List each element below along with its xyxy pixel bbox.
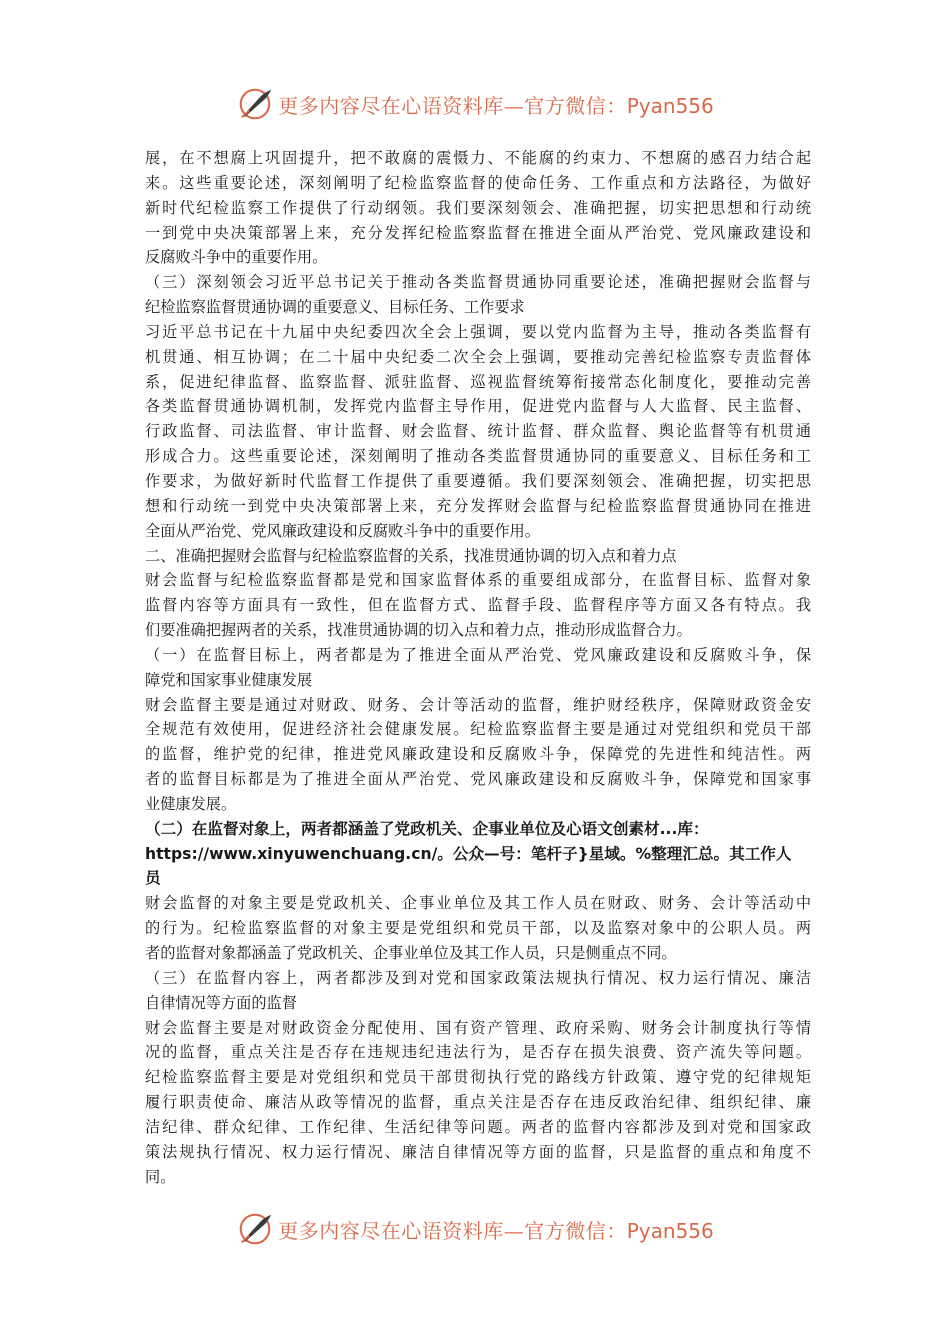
header-watermark: [0, 82, 950, 126]
text-line: 反腐败斗争中的重要作用。: [145, 248, 328, 267]
text-line: 行政监督、司法监督、审计监督、财会监督、统计监督、群众监督、舆论监督等有机贯通: [145, 422, 811, 441]
text-line: （三）深刻领会习近平总书记关于推动各类监督贯通协同重要论述，准确把握财会监督与: [145, 273, 811, 292]
text-line: 们要准确把握两者的关系，找准贯通协调的切入点和着力点，推动形成监督合力。: [145, 621, 692, 640]
footer-watermark: [0, 1207, 950, 1251]
text-line: 一到党中央决策部署上来，充分发挥纪检监察监督在推进全面从严治党、党风廉政建设和: [145, 223, 811, 242]
text-line: 履行职责使命、廉洁从政等情况的监督，重点关注是否存在违反政治纪律、组织纪律、廉: [145, 1093, 811, 1112]
text-line: 财会监督主要是对财政资金分配使用、国有资产管理、政府采购、财务会计制度执行等情: [145, 1018, 811, 1037]
text-line: （三）在监督内容上，两者都涉及到对党和国家政策法规执行情况、权力运行情况、廉洁: [145, 968, 811, 987]
document-body: [145, 146, 811, 1189]
text-line: 纪检监察监督主要是对党组织和党员干部贯彻执行党的路线方针政策、遵守党的纪律规矩: [145, 1068, 811, 1087]
text-line: 者的监督对象都涵盖了党政机关、企事业单位及其工作人员，只是侧重点不同。: [145, 944, 677, 962]
watermark-text: 更多内容尽在心语资料库—官方微信：Pyan556: [278, 93, 714, 118]
text-line: 况的监督，重点关注是否存在违规违纪违法行为，是否存在损失浪费、资产流失等问题。: [145, 1043, 811, 1062]
text-line: 监督内容等方面具有一致性，但在监督方式、监督手段、监督程序等方面又各有特点。我: [145, 596, 811, 615]
text-line: 全规范有效使用，促进经济社会健康发展。纪检监察监督主要是通过对党组织和党员干部: [145, 720, 811, 739]
bold-heading-line: 员: [145, 869, 161, 888]
text-line: 财会监督的对象主要是党政机关、企事业单位及其工作人员在财政、财务、会计等活动中: [145, 894, 811, 913]
text-line: 者的监督目标都是为了推进全面从严治党、党风廉政建设和反腐败斗争，保障党和国家事: [145, 770, 811, 789]
text-line: 展，在不想腐上巩固提升，把不敢腐的震慑力、不能腐的约束力、不想腐的感召力结合起: [145, 149, 811, 167]
text-line: 的行为。纪检监察监督的对象主要是党组织和党员干部，以及监察对象中的公职人员。两: [145, 919, 811, 938]
text-line: 想和行动统一到党中央决策部署上来，充分发挥财会监督与纪检监察监督贯通协同在推进: [145, 496, 811, 515]
quill-logo-icon: [236, 1210, 274, 1248]
text-line: 机贯通、相互协调；在二十届中央纪委二次全会上强调，要推动完善纪检监察专责监督体: [145, 347, 811, 366]
text-line: 习近平总书记在十九届中央纪委四次全会上强调，要以党内监督为主导，推动各类监督有: [145, 322, 811, 341]
text-line: 纪检监察监督贯通协调的重要意义、目标任务、工作要求: [145, 298, 525, 317]
text-line: （一）在监督目标上，两者都是为了推进全面从严治党、党风廉政建设和反腐败斗争，保: [145, 645, 811, 664]
text-line: 洁纪律、群众纪律、工作纪律、生活纪律等问题。两者的监督内容都涉及到对党和国家政: [145, 1117, 811, 1136]
text-line: 同。: [145, 1167, 176, 1186]
text-line: 策法规执行情况、权力运行情况、廉洁自律情况等方面的监督，只是监督的重点和角度不: [145, 1142, 811, 1161]
text-line: 二、准确把握财会监督与纪检监察监督的关系，找准贯通协调的切入点和着力点: [145, 546, 677, 565]
text-line: 形成合力。这些重要论述，深刻阐明了推动各类监督贯通协同的重要意义、目标任务和工: [145, 447, 811, 466]
text-line: 的监督，维护党的纪律，推进党风廉政建设和反腐败斗争，保障党的先进性和纯洁性。两: [145, 745, 811, 764]
text-line: 各类监督贯通协调机制，发挥党内监督主导作用，促进党内监督与人大监督、民主监督、: [145, 397, 811, 416]
text-line: 财会监督主要是通过对财政、财务、会计等活动的监督，维护财经秩序，保障财政资金安: [145, 695, 811, 714]
text-line: 作要求，为做好新时代监督工作提供了重要遵循。我们要深刻领会、准确把握，切实把思: [145, 471, 811, 490]
watermark-text: 更多内容尽在心语资料库—官方微信：Pyan556: [278, 1218, 714, 1243]
text-line: 障党和国家事业健康发展: [145, 670, 313, 689]
bold-heading-line: https://www.xinyuwenchuang.cn/。公众—号：笔杆子}星域。%整理汇总。其工作人: [145, 844, 792, 863]
quill-logo-icon: [236, 85, 274, 123]
text-line: 财会监督与纪检监察监督都是党和国家监督体系的重要组成部分，在监督目标、监督对象: [145, 571, 811, 590]
text-line: 业健康发展。: [145, 794, 237, 813]
text-line: 全面从严治党、党风廉政建设和反腐败斗争中的重要作用。: [145, 521, 540, 540]
text-line: 新时代纪检监察工作提供了行动纲领。我们要深刻领会、准确把握，切实把思想和行动统: [145, 198, 811, 217]
text-line: 自律情况等方面的监督: [145, 993, 297, 1012]
text-line: 来。这些重要论述，深刻阐明了纪检监察监督的使命任务、工作重点和方法路径，为做好: [145, 173, 811, 192]
bold-heading-line: （二）在监督对象上，两者都涵盖了党政机关、企事业单位及心语文创素材...库：: [145, 819, 709, 838]
text-line: 系，促进纪律监督、监察监督、派驻监督、巡视监督统筹衔接常态化制度化，要推动完善: [145, 372, 811, 391]
